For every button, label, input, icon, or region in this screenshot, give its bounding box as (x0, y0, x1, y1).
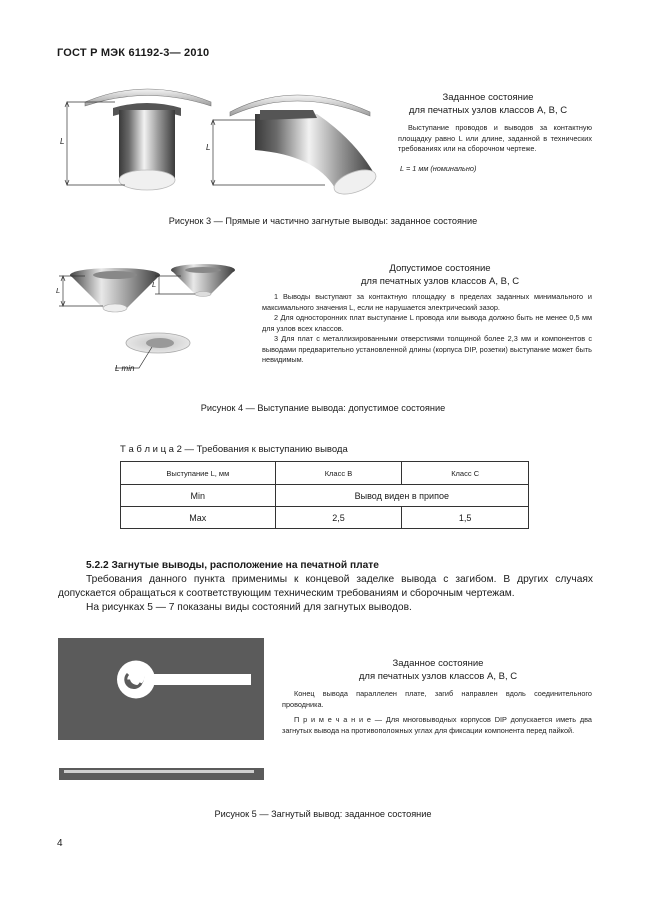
section-paragraph-1: Требования данного пункта применимы к концевой заделке вывода с загибом. В других случаях допускается обращаться к соответствующим техническим требованиям и сборочным чертежам. (58, 574, 593, 599)
table-header-row (121, 462, 529, 485)
table-2-title-prefix: Т а б л и ц а 2 (120, 444, 182, 455)
fig5-title-line2: для печатных узлов классов А, В, С (358, 671, 518, 682)
fig5-caption: Рисунок 5 — Загнутый вывод: заданное состояние (214, 809, 432, 819)
table-header-cell: Класс С (402, 462, 529, 485)
fig5-note (282, 715, 592, 736)
table-row (121, 507, 529, 529)
table-cell: Min (121, 485, 276, 507)
fig5-state-title (328, 657, 548, 683)
fig3-dimension-label-left: L (60, 137, 65, 146)
fig4-dimension-label-left: L (56, 286, 61, 295)
section-heading: 5.2.2 Загнутые выводы, расположение на печатной плате (86, 560, 379, 571)
fig4-dimension-label-right: L (152, 280, 157, 289)
document-header: ГОСТ Р МЭК 61192-3— 2010 (57, 47, 210, 59)
figure-3-illustration (55, 80, 380, 200)
fig4-notes (262, 292, 592, 366)
fig5-title-line1: Заданное состояние (392, 658, 484, 669)
table-row (121, 485, 529, 507)
fig3-state-title (378, 91, 598, 117)
fig3-value: L = 1 мм (номинально) (400, 164, 477, 173)
table-cell: 2,5 (275, 507, 402, 529)
fig5-note-label: П р и м е ч а н и е (294, 715, 371, 724)
fig4-title-line1: Допустимое состояние (389, 263, 491, 274)
fig3-caption: Рисунок 3 — Прямые и частично загнутые выводы: заданное состояние (168, 216, 478, 226)
table-header-cell: Класс В (275, 462, 402, 485)
table-cell: Max (121, 507, 276, 529)
fig4-note-1: 1 Выводы выступают за контактную площадку в пределах заданных минимального и максимального значения L, если не нарушается электрический зазор. (262, 292, 592, 312)
figure-5-illustration (58, 638, 268, 788)
fig4-title-line2: для печатных узлов классов А, В, С (360, 276, 520, 287)
fig3-title-line2: для печатных узлов классов А, В, С (408, 105, 568, 116)
fig4-note-2: 2 Для односторонних плат выступание L провода или вывода должно быть не менее 0,5 мм для узлов всех классов. (262, 313, 592, 333)
fig3-dimension-label-right: L (206, 143, 211, 152)
table-2-title-text: — Требования к выступанию вывода (181, 444, 348, 455)
fig3-title-line1: Заданное состояние (442, 92, 534, 103)
table-2 (120, 461, 529, 529)
fig5-note-text: — Для многовыводных корпусов DIP допускается иметь два загнутых вывода на противоположных углах для фиксации компонента перед пайкой. (282, 715, 592, 735)
page-number: 4 (57, 838, 63, 849)
table-header-cell: Выступание L, мм (121, 462, 276, 485)
section-paragraph-2: На рисунках 5 — 7 показаны виды состояний для загнутых выводов. (86, 602, 412, 613)
fig4-lmin-label: L min (115, 364, 135, 373)
figure-4-illustration (55, 258, 255, 378)
table-cell: Вывод виден в припое (275, 485, 528, 507)
fig4-caption: Рисунок 4 — Выступание вывода: допустимое состояние (200, 403, 446, 413)
fig3-description: Выступание проводов и выводов за контактную площадку равно L или длине, заданной в технических требованиях или на сборочном чертеже. (398, 123, 592, 153)
table-cell: 1,5 (402, 507, 529, 529)
fig5-description: Конец вывода параллелен плате, загиб направлен вдоль соединительного проводника. (282, 689, 592, 709)
fig4-state-title (330, 262, 550, 288)
table-2-title (120, 444, 348, 455)
fig4-note-3: 3 Для плат с металлизированными отверстиями толщиной более 2,3 мм и компонентов с выводами предварительно установленной длины (корпуса DIP, розетки) выступание может быть невидимым. (262, 334, 592, 364)
